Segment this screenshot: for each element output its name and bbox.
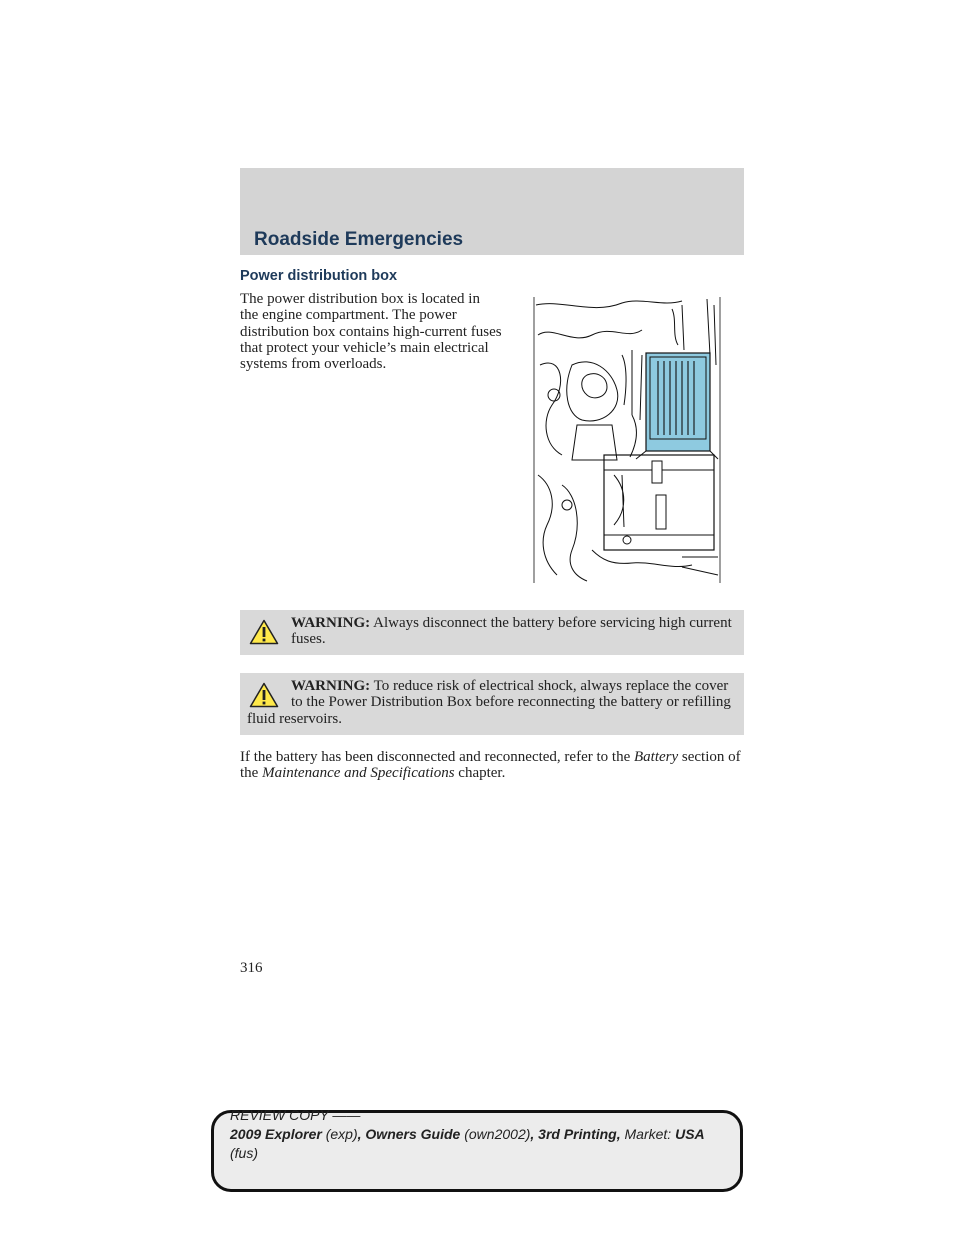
warning-text: Always disconnect the battery before servicing high current fuses.	[291, 615, 732, 648]
footer-guide: Owners Guide	[365, 1126, 461, 1142]
battery-section-reference: Battery	[633, 749, 679, 765]
chapter-reference: Maintenance and Specifications	[262, 765, 455, 782]
footer-model-code: (exp)	[325, 1126, 358, 1142]
subsection-title: Power distribution box	[240, 268, 398, 284]
page-number: 316	[240, 960, 263, 976]
footer-market-code: (fus)	[230, 1145, 258, 1161]
footer-text	[230, 1107, 735, 1163]
footer-separator: ,	[530, 1126, 539, 1142]
footer-market: USA	[675, 1126, 705, 1142]
section-title: Roadside Emergencies	[254, 229, 464, 250]
warning-box-1	[240, 610, 744, 655]
warning-text: To reduce risk of electrical shock, always replace the cover to the Power Distribution Box before reconnecting the battery or refilling fluid reservoirs.	[247, 678, 731, 727]
warning-label: WARNING:	[291, 615, 371, 631]
warning-box-2	[240, 673, 744, 735]
footer-market-label: Market:	[624, 1126, 672, 1142]
section-header-band	[240, 168, 744, 255]
footer-printing: 3rd Printing,	[538, 1126, 621, 1142]
footer-model: 2009 Explorer	[230, 1126, 322, 1142]
engine-compartment-illustration	[532, 295, 722, 585]
footer-guide-code: (own2002)	[464, 1126, 531, 1142]
warning-label: WARNING:	[291, 678, 371, 694]
intro-paragraph: The power distribution box is located in the engine compartment. The power distribution box contains high-current fuses that protect your vehicle’s main electrical systems from overloads.	[240, 291, 502, 373]
note-middle: section of the	[240, 749, 741, 782]
battery-note	[240, 749, 744, 782]
warning-triangle-icon	[249, 682, 279, 708]
footer-separator: ,	[357, 1126, 366, 1142]
review-copy-label: REVIEW COPY ——	[230, 1107, 361, 1123]
note-suffix: chapter.	[454, 765, 506, 782]
note-prefix: If the battery has been disconnected and reconnected, refer to the	[240, 749, 634, 765]
warning-triangle-icon	[249, 619, 279, 645]
